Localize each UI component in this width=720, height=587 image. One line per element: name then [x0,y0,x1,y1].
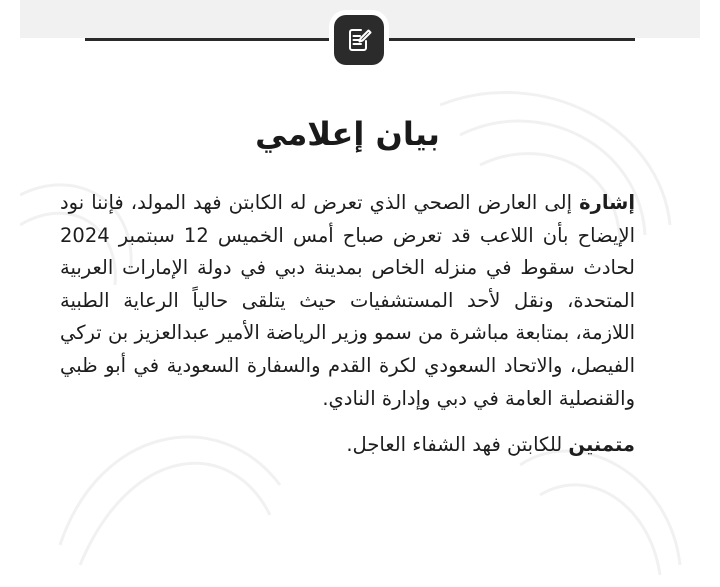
statement-lead-word: إشارة [579,191,635,214]
statement-text: إلى العارض الصحي الذي تعرض له الكابتن فهد المولد، فإننا نود الإيضاح بأن اللاعب قد تعرض صباح أمس الخميس 12 سبتمبر 2024 لحادث سقوط في منزله الخاص بمدينة دبي في دولة الإمارات العربية المتحدة، ونقل لأحد المستشفيات حيث يتلقى حالياً الرعاية الطبية اللازمة، بمتابعة مباشرة من سمو وزير الرياضة الأمير عبدالعزيز بن تركي الفيصل، والاتحاد السعودي لكرة القدم والسفارة السعودية في أبو ظبي والقنصلية العامة في دبي وإدارة النادي. [60,191,635,410]
page-title: بيان إعلامي [255,115,440,153]
statement-body [60,187,635,415]
document-pen-icon [334,15,384,65]
closing-text: للكابتن فهد الشفاء العاجل. [346,433,569,457]
statement-card [60,95,635,481]
closing-lead-word: متمنين [568,433,635,457]
closing-line [60,429,635,461]
